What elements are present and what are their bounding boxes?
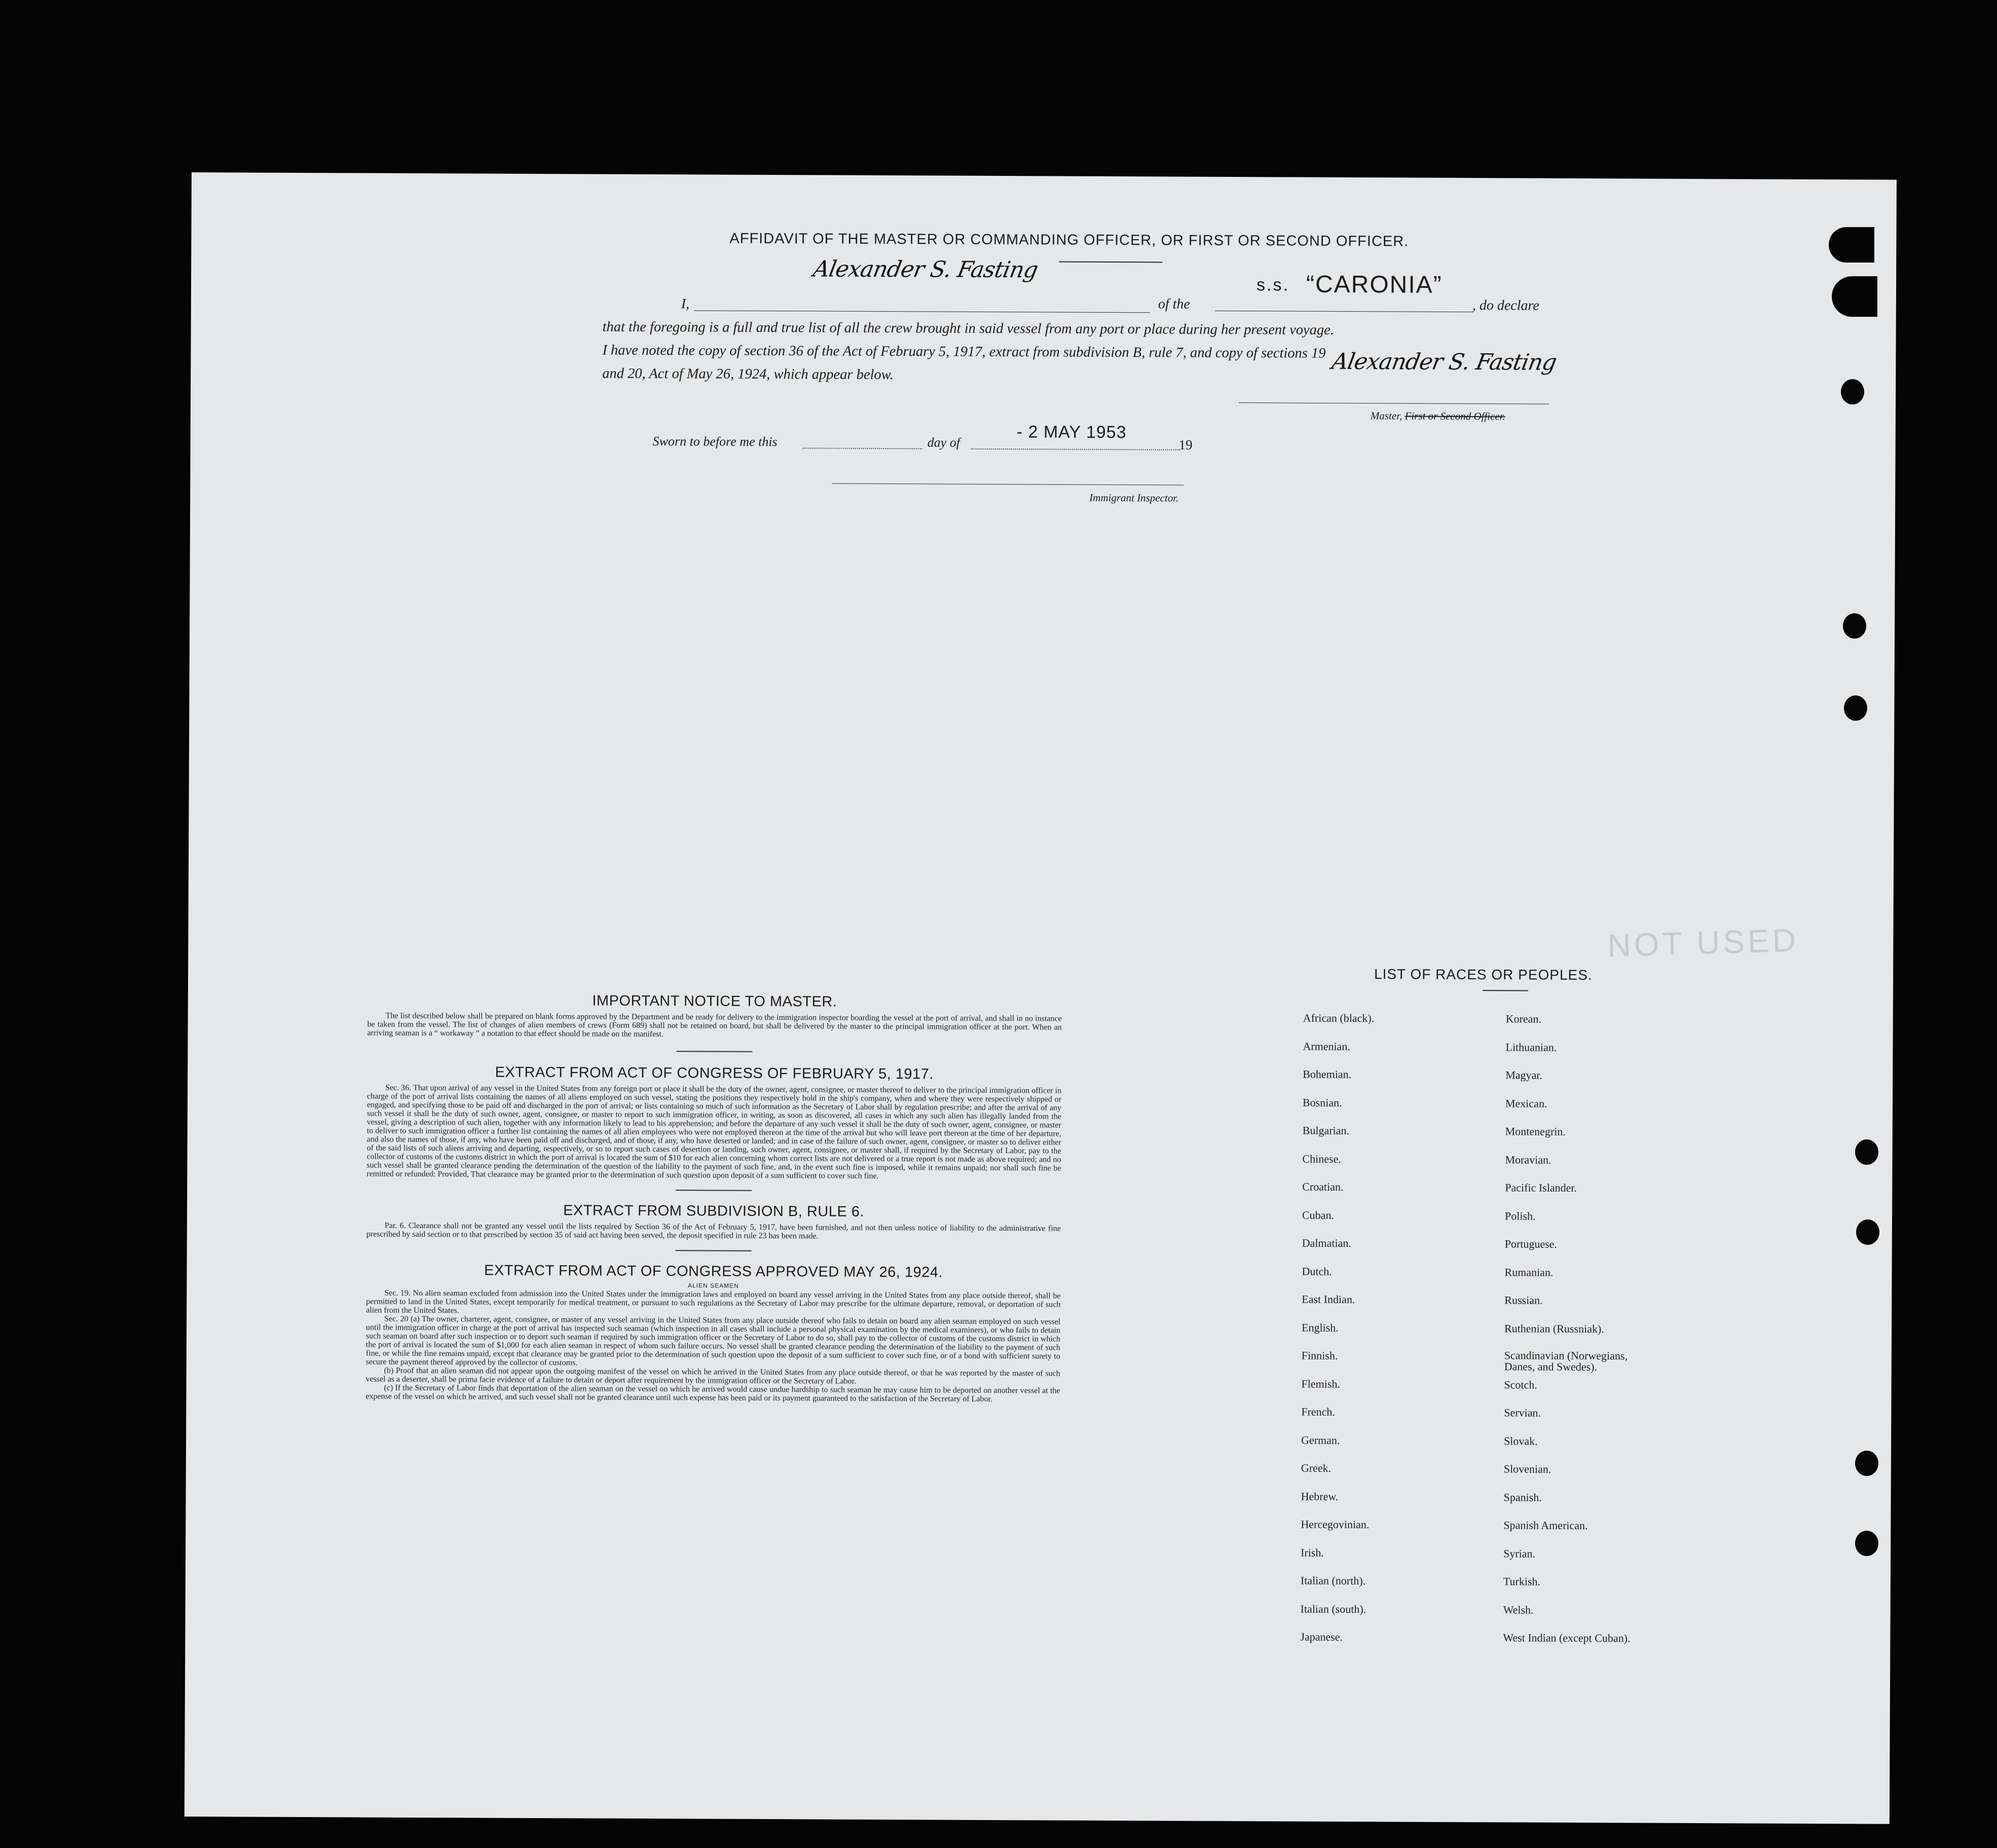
- binder-hole: [1841, 379, 1864, 404]
- name-line: [694, 310, 1150, 313]
- race-item: Mexican.: [1505, 1096, 1547, 1110]
- race-item: Montenegrin.: [1505, 1125, 1566, 1138]
- sworn-label: Sworn to before me this: [652, 433, 778, 450]
- affidavit-title: AFFIDAVIT OF THE MASTER OR COMMANDING OFFICER, OR FIRST OR SECOND OFFICER.: [729, 230, 1409, 250]
- race-item: Turkish.: [1503, 1575, 1541, 1588]
- race-item: Slovak.: [1504, 1434, 1538, 1448]
- race-item: Hercegovinian.: [1301, 1518, 1370, 1531]
- race-item: Korean.: [1505, 1012, 1542, 1025]
- of-the-label: of the: [1158, 296, 1190, 312]
- race-item: Japanese.: [1300, 1630, 1343, 1643]
- race-item: Portuguese.: [1504, 1237, 1558, 1250]
- race-item: Polish.: [1504, 1209, 1536, 1223]
- race-item: Bohemian.: [1303, 1067, 1352, 1081]
- year-label: 19: [1178, 437, 1193, 453]
- handwritten-signature-name: Alexander S. Fasting: [811, 256, 1040, 283]
- extract-1917-title: EXTRACT FROM ACT OF CONGRESS OF FEBRUARY 5, 1917.: [495, 1064, 934, 1083]
- race-item: Lithuanian.: [1505, 1040, 1557, 1054]
- race-item: Irish.: [1301, 1546, 1324, 1559]
- vessel-prefix: s.s.: [1256, 275, 1290, 295]
- master-text: Master,: [1370, 410, 1402, 422]
- stamped-date: - 2 MAY 1953: [1016, 422, 1127, 442]
- notice-title: IMPORTANT NOTICE TO MASTER.: [592, 992, 837, 1010]
- race-item: Rumanian.: [1504, 1265, 1554, 1279]
- sec19-body: Sec. 19. No alien seaman excluded from admission into the United States under the immigration laws and employed on board any vessel arriving in the United States from any place outside thereof, shall be permitted to land in the United States, except temporarily for medical treatment, or pursuant to such regulations as the Secretary of Labor may prescribe for the ultimate departure, removal, or deportation of such alien from the United States.: [366, 1288, 1061, 1315]
- inspector-label: Immigrant Inspector.: [1089, 491, 1179, 504]
- race-item: Pacific Islander.: [1505, 1181, 1577, 1194]
- legal-column: [365, 992, 1062, 1404]
- extract-1917-body: Sec. 36. That upon arrival of any vessel in the United States from any foreign port or place it shall be the duty of the owner, agent, consignee, or master thereof to deliver to the principal immigration officer in charge of the port of arrival lists containing the names of all aliens employed on such vessel, stating the positions they respectively hold in the ship's company, when and where they were respectively shipped or engaged, and specifying those to be paid off and discharged in the port of arrival; or lists containing so much of such information as the Secretary of Labor shall by regulation prescribe; and after the arrival of any such vessel it shall be the duty of such owner, agent, consignee, or master to report to such immigration officer, in writing, as soon as discovered, all cases in which any such alien has illegally landed from the vessel, giving a description of such alien, together with any information likely to lead to his apprehension; and before the departure of any such vessel it shall be the duty of such owner, agent, consignee, or master to deliver to such immigration officer a further list containing the names of all alien employees who were not employed thereon at the time of the arrival but who will leave port thereon at the time of her departure, and also the names of those, if any, who have been paid off and discharged, and of those, if any, who have deserted or landed; and in case of the failure of such owner, agent, consignee, or master so to deliver either of the said lists of such aliens arriving and departing, respectively, or so to report such cases of desertion or landing, such owner, agent, consignee, or master shall, if required by the Secretary of Labor, pay to the collector of customs of the customs district in which the port of arrival is located the sum of $10 for each alien concerning whom correct lists are not delivered or a true report is not made as above required; and no such vessel shall be granted clearance pending the determination of the question of the liability to the payment of such fine, and, in the event such fine is imposed, while it remains unpaid; nor shall such fine be remitted or refunded: Provided, That clearance may be granted prior to the determination of such question upon deposit of a sum sufficient to cover such fine.: [366, 1083, 1062, 1180]
- extract-1924-title: EXTRACT FROM ACT OF CONGRESS APPROVED MAY 26, 1924.: [484, 1262, 943, 1281]
- struck-officer-text: First or Second Officer.: [1404, 410, 1505, 423]
- race-item: Italian (south).: [1300, 1602, 1366, 1615]
- declaration-line-1: that the foregoing is a full and true list of all the crew brought in said vessel from any port or place during her present voyage.: [602, 319, 1335, 338]
- rule6-body: Par. 6. Clearance shall not be granted any vessel until the lists required by Section 36 of the Act of February 5, 1917, have been furnished, and not then unless notice of liability to the administrative fine prescribed by said section or to that prescribed by section 35 of said act having been served, the deposit specified in rule 23 has been made.: [366, 1221, 1061, 1241]
- alien-seamen-subtitle: ALIEN SEAMEN: [688, 1282, 739, 1289]
- inspector-line: [832, 484, 1184, 486]
- binder-hole: [1844, 695, 1867, 721]
- binder-hole: [1855, 1139, 1878, 1165]
- race-item: Magyar.: [1505, 1068, 1543, 1082]
- races-list: [1300, 1012, 1759, 1673]
- vessel-name: “CARONIA”: [1306, 271, 1443, 299]
- sec20a-body: Sec. 20 (a) The owner, charterer, agent, consignee, or master of any vessel arriving in the United States from any place outside thereof who fails to detain on board any alien seaman employed on such vessel until the immigration officer in charge at the port of arrival has inspected such seaman (which inspection in all cases shall include a personal physical examination by the medical examiners), or who fails to detain such seaman on board after such inspection or to deport such seaman if required by such immigration officer or the Secretary of Labor to do so, shall pay to the collector of customs of the customs district in which the port of arrival is located the sum of $1,000 for each alien seaman in respect of whom such failure occurs. No vessel shall be granted clearance pending the determination of the liability to the payment of such fine, or while the fine remains unpaid, except that clearance may be granted prior to the determination of such question upon the deposit of a sum sufficient to cover such fine, or of a bond with sufficient surety to secure the payment thereof approved by the collector of customs.: [365, 1314, 1061, 1367]
- races-title: LIST OF RACES OR PEOPLES.: [1374, 966, 1593, 983]
- race-item: Scotch.: [1504, 1378, 1538, 1391]
- bleed-through-stamp: NOT USED: [1607, 921, 1799, 964]
- sworn-day-line: [803, 448, 922, 449]
- race-item: Russian.: [1504, 1293, 1543, 1307]
- race-item: Slovenian.: [1503, 1462, 1551, 1475]
- divider: [676, 1250, 752, 1251]
- race-item: Armenian.: [1303, 1040, 1351, 1053]
- binder-hole: [1855, 1531, 1878, 1556]
- race-item: Cuban.: [1302, 1208, 1335, 1222]
- race-item: French.: [1301, 1405, 1335, 1418]
- binder-hole: [1843, 613, 1866, 639]
- handwritten-signature-master: Alexander S. Fasting: [1329, 348, 1559, 376]
- declaration-line-3: and 20, Act of May 26, 1924, which appear below.: [602, 365, 894, 383]
- binder-hole: [1855, 1451, 1878, 1476]
- race-item: Dalmatian.: [1302, 1236, 1351, 1250]
- race-item: African (black).: [1303, 1011, 1375, 1025]
- race-item: Ruthenian (Russniak).: [1504, 1321, 1604, 1335]
- race-item: Syrian.: [1503, 1546, 1536, 1560]
- sec20c-body: (c) If the Secretary of Labor finds that deportation of the alien seaman on the vessel on which he arrived would cause undue hardship to such seaman he may cause him to be deported on another vessel at the expense of the vessel on which he arrived, and such vessel shall not be granted clearance until such expense has been paid or its payment guaranteed to the satisfaction of the Secretary of Labor.: [365, 1383, 1060, 1403]
- race-item: Italian (north).: [1300, 1574, 1366, 1587]
- sec20b-body: (b) Proof that an alien seaman did not appear upon the outgoing manifest of the vessel on which he arrived in the United States from any place outside thereof, or that he was reported by the master of such vessel as a deserter, shall be prima facie evidence of a failure to detain or deport after requirement by the immigration officer or the Secretary of Labor.: [365, 1366, 1060, 1386]
- rule6-title: EXTRACT FROM SUBDIVISION B, RULE 6.: [563, 1202, 865, 1220]
- race-item: Hebrew.: [1301, 1490, 1339, 1503]
- notice-body: The list described below shall be prepared on blank forms approved by the Department and be ready for delivery to the immigration inspector boarding the vessel at the port of arrival, and shall in no instance be taken from the vessel. The list of changes of alien members of crews (Form 689) shall not be retained on board, but shall be delivered by the master to the principal immigration officer at the port. When an arriving seaman is a “ workaway ” a notation to that effect should be made on the manifest.: [367, 1011, 1062, 1039]
- race-item: Spanish.: [1503, 1490, 1542, 1504]
- edge-notch: [1832, 276, 1877, 317]
- race-item: English.: [1302, 1321, 1339, 1334]
- race-item: German.: [1301, 1433, 1340, 1447]
- master-signature-line: [1239, 402, 1549, 404]
- do-declare-label: , do declare: [1472, 298, 1539, 314]
- race-item: Finnish.: [1301, 1349, 1338, 1362]
- sworn-month-line: [971, 449, 1180, 451]
- edge-notch: [1829, 227, 1874, 263]
- i-label: I,: [681, 296, 690, 312]
- day-of-label: day of: [927, 435, 960, 450]
- binder-hole: [1856, 1219, 1879, 1245]
- race-item: Flemish.: [1301, 1377, 1341, 1390]
- race-item: West Indian (except Cuban).: [1503, 1631, 1631, 1645]
- race-item: East Indian.: [1302, 1292, 1355, 1306]
- race-item: Bulgarian.: [1302, 1124, 1350, 1137]
- title-underline: [1059, 261, 1162, 263]
- race-item: Greek.: [1301, 1461, 1332, 1474]
- race-item: Moravian.: [1505, 1153, 1551, 1166]
- master-label: [1371, 410, 1505, 423]
- races-divider: [1483, 990, 1528, 991]
- race-item: Welsh.: [1503, 1603, 1534, 1616]
- race-item: Bosnian.: [1302, 1096, 1342, 1109]
- divider: [676, 1051, 752, 1052]
- document-page: [184, 172, 1897, 1824]
- divider: [676, 1190, 752, 1191]
- declaration-line-2: I have noted the copy of section 36 of the Act of February 5, 1917, extract from subdivision B, rule 7, and copy of sections 19: [602, 342, 1326, 361]
- vessel-line: [1215, 311, 1473, 312]
- race-item: Chinese.: [1302, 1152, 1341, 1165]
- race-item: Croatian.: [1302, 1180, 1344, 1193]
- race-item: Spanish American.: [1503, 1519, 1588, 1532]
- race-item: Servian.: [1504, 1406, 1541, 1419]
- race-item: Scandinavian (Norwegians, Danes, and Swedes).: [1504, 1349, 1628, 1374]
- race-item: Dutch.: [1302, 1265, 1332, 1278]
